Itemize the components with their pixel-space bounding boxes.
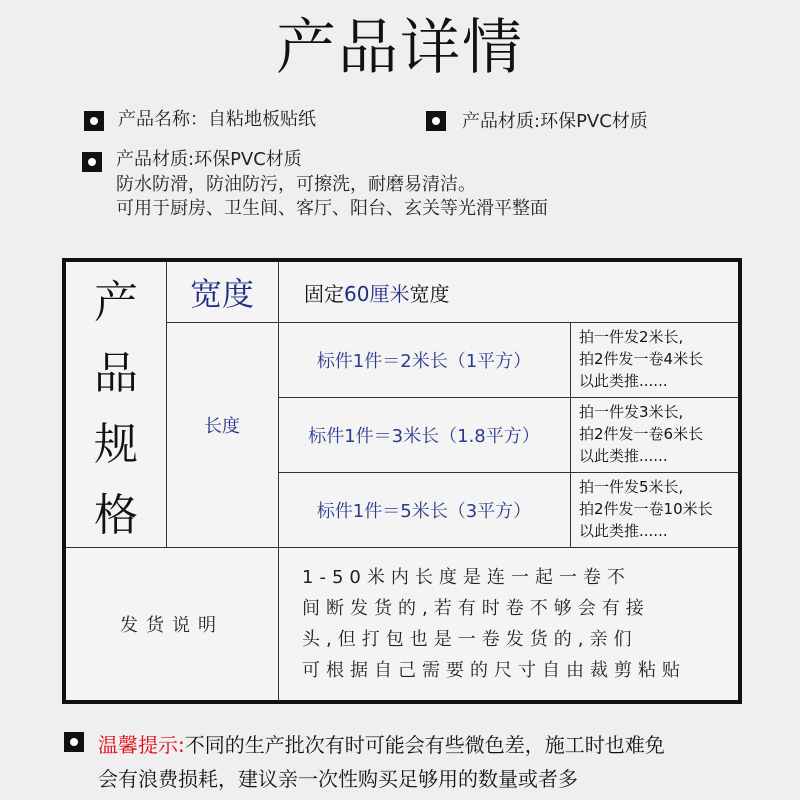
square-bullet-icon: [64, 732, 84, 752]
spec-title-char: 格: [94, 490, 138, 542]
shipping-line: 头,但打包也是一卷发货的,亲们: [302, 629, 638, 650]
spec-vertical-title: [66, 262, 166, 547]
width-value: [278, 262, 738, 322]
width-value-pre: 固定: [304, 281, 344, 306]
order-note-line: 拍一件发2米长,: [579, 328, 684, 346]
standard-size-row-1: 标件1件＝2米长（1平方）: [316, 350, 532, 372]
spec-title-char: 品: [94, 347, 138, 399]
product-feature-text: 防水防滑，防油防污，可擦洗，耐磨易清洁。: [116, 174, 476, 195]
order-note-row-3: [570, 472, 738, 547]
spec-table: [62, 258, 742, 704]
page-title: 产品详情: [276, 13, 524, 83]
square-bullet-icon: [82, 152, 102, 172]
product-material-text: 产品材质:环保PVC材质: [116, 149, 302, 170]
shipping-label: 发货说明: [120, 614, 224, 636]
spec-title-char: 规: [94, 419, 138, 471]
shipping-line: 1-50米内长度是连一起一卷不: [302, 567, 631, 588]
warm-tip: [98, 728, 778, 796]
product-name-text: 产品名称：自粘地板贴纸: [118, 109, 316, 130]
order-note-line: 以此类推......: [579, 447, 668, 465]
warm-tip-line: 不同的生产批次有时可能会有些微色差，施工时也难免: [184, 733, 665, 757]
order-note-row-1: [570, 322, 738, 397]
warm-tip-label: 温馨提示:: [98, 733, 185, 757]
width-value-post: 宽度: [409, 281, 450, 306]
shipping-line: 间断发货的,若有时卷不够会有接: [302, 598, 650, 619]
length-label: 长度: [204, 415, 240, 437]
square-bullet-icon: [84, 111, 104, 131]
shipping-description: [302, 562, 732, 686]
product-usage-text: 可用于厨房、卫生间、客厅、阳台、玄关等光滑平整面: [116, 198, 548, 219]
width-value-highlight: 60厘米: [344, 281, 410, 306]
order-note-line: 拍一件发3米长,: [579, 403, 684, 421]
order-note-line: 拍2件发一卷10米长: [579, 500, 713, 518]
product-material-right-text: 产品材质:环保PVC材质: [462, 111, 648, 132]
square-bullet-icon: [426, 111, 446, 131]
order-note-line: 拍2件发一卷4米长: [579, 350, 704, 368]
standard-size-row-3: 标件1件＝5米长（3平方）: [316, 500, 532, 522]
order-note-line: 以此类推......: [579, 522, 668, 540]
standard-size-row-2: 标件1件＝3米长（1.8平方）: [308, 425, 540, 447]
order-note-line: 拍2件发一卷6米长: [579, 425, 704, 443]
warm-tip-line: 会有浪费损耗，建议亲一次性购买足够用的数量或者多: [98, 767, 578, 791]
spec-title-char: 产: [94, 276, 138, 328]
width-label: 宽度: [189, 275, 254, 313]
order-note-line: 拍一件发5米长,: [579, 478, 684, 496]
order-note-row-2: [570, 397, 738, 472]
shipping-line: 可根据自己需要的尺寸自由裁剪粘贴: [302, 660, 686, 681]
order-note-line: 以此类推......: [579, 372, 668, 390]
